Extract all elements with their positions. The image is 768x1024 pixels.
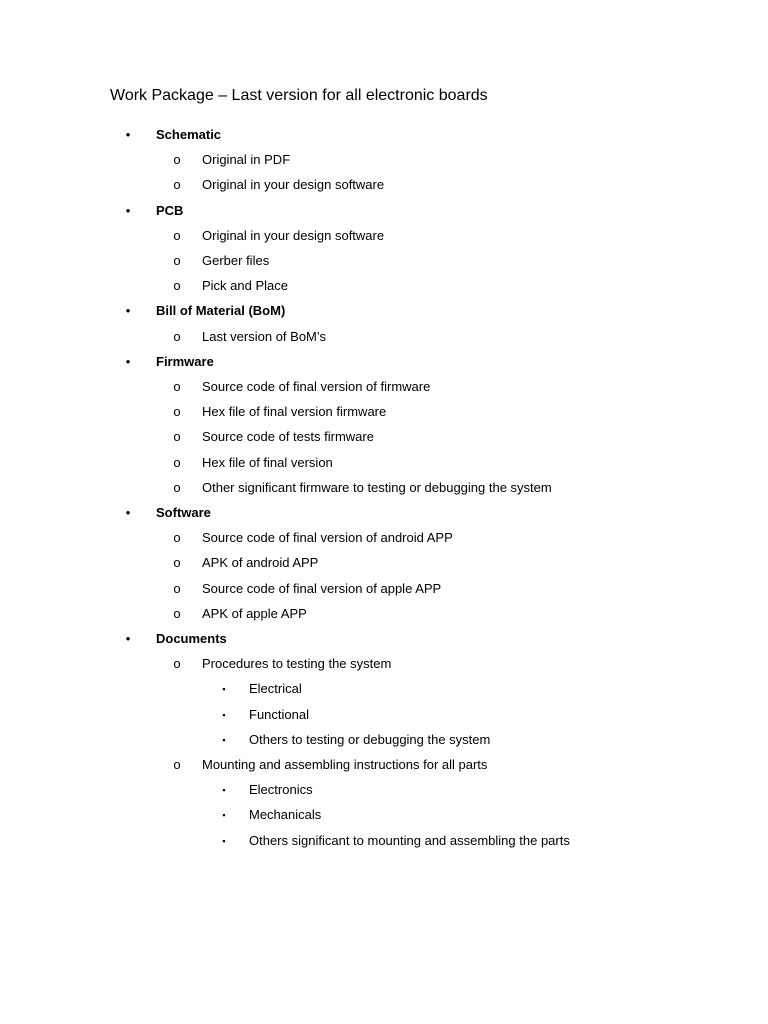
list-item-label: Last version of BoM’s <box>202 328 327 344</box>
dot-bullet-icon: • <box>125 303 131 319</box>
square-bullet-icon: ▪ <box>222 684 226 695</box>
list-item-label: Other significant firmware to testing or debugging the system <box>202 479 552 495</box>
list-item-label: Gerber files <box>202 253 270 268</box>
circle-bullet-icon: o <box>173 656 181 672</box>
dot-bullet-icon: • <box>125 127 131 142</box>
circle-bullet-icon: o <box>173 530 181 546</box>
circle-bullet-icon: o <box>173 479 181 495</box>
list-item-label: Hex file of final version firmware <box>202 404 387 420</box>
dot-bullet-icon: • <box>125 353 131 369</box>
sub-list-item-label: Others to testing or debugging the system <box>249 731 491 747</box>
list-item-label: Pick and Place <box>202 278 288 294</box>
sub-list-item-label: Functional <box>249 706 309 722</box>
section-heading-label: PCB <box>156 202 184 218</box>
section-heading-label: Bill of Material (BoM) <box>156 303 286 319</box>
list-item-label: APK of android APP <box>202 555 319 571</box>
sub-list-item-label: Electrical <box>249 681 302 697</box>
circle-bullet-icon: o <box>173 555 181 571</box>
square-bullet-icon: ▪ <box>222 835 226 846</box>
circle-bullet-icon: o <box>173 328 181 344</box>
list-item-label: Source code of final version of android APP <box>202 530 453 546</box>
section-heading-label: Firmware <box>156 353 214 369</box>
list-item-label: Hex file of final version <box>202 454 333 470</box>
section-heading-label: Schematic <box>156 127 222 142</box>
circle-bullet-icon: o <box>173 152 181 168</box>
dot-bullet-icon: • <box>125 505 131 520</box>
circle-bullet-icon: o <box>173 379 181 394</box>
list-item-label: APK of apple APP <box>202 605 307 621</box>
square-bullet-icon: ▪ <box>222 734 226 745</box>
circle-bullet-icon: o <box>173 605 181 621</box>
circle-bullet-icon: o <box>173 454 181 470</box>
circle-bullet-icon: o <box>173 580 181 596</box>
sub-list-item-label: Others significant to mounting and assembling the parts <box>249 832 570 848</box>
circle-bullet-icon: o <box>173 429 181 445</box>
square-bullet-icon: ▪ <box>222 709 226 720</box>
list-item-label: Source code of final version of apple APP <box>202 580 442 596</box>
list-item-label: Mounting and assembling instructions for all parts <box>202 757 488 772</box>
list-item-label: Source code of final version of firmware <box>202 379 431 394</box>
sub-list-item-label: Electronics <box>249 782 313 798</box>
section-heading-label: Software <box>156 505 211 520</box>
list-item-label: Original in PDF <box>202 152 291 168</box>
circle-bullet-icon: o <box>173 177 181 193</box>
dot-bullet-icon: • <box>125 202 131 218</box>
circle-bullet-icon: o <box>173 227 181 243</box>
dot-bullet-icon: • <box>125 631 131 646</box>
circle-bullet-icon: o <box>173 757 181 772</box>
list-item-label: Source code of tests firmware <box>202 429 374 445</box>
document-title: Work Package – Last version for all electronic boards <box>110 87 488 104</box>
sub-list-item-label: Mechanicals <box>249 807 322 823</box>
circle-bullet-icon: o <box>173 278 181 294</box>
list-item-label: Procedures to testing the system <box>202 656 392 672</box>
square-bullet-icon: ▪ <box>222 785 226 796</box>
section-heading-label: Documents <box>156 631 227 646</box>
circle-bullet-icon: o <box>173 404 181 420</box>
circle-bullet-icon: o <box>173 253 181 268</box>
list-item-label: Original in your design software <box>202 227 385 243</box>
list-item-label: Original in your design software <box>202 177 385 193</box>
square-bullet-icon: ▪ <box>222 810 226 821</box>
